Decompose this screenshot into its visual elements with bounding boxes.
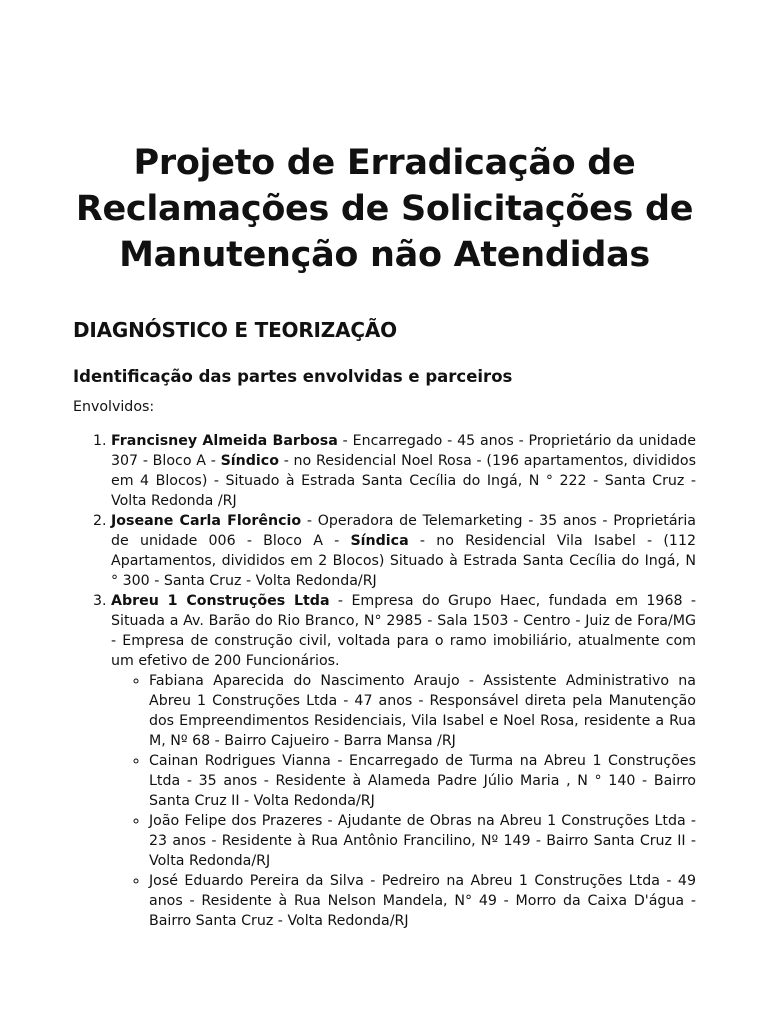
parties-list xyxy=(73,431,696,931)
party-role: Síndico xyxy=(220,453,279,469)
party-details: - Operadora de Telemarketing - 35 anos - Proprietária de unidade 006 - Bloco A - xyxy=(111,513,696,549)
party-details: - Encarregado - 45 anos - Proprietário da unidade 307 - Bloco A - xyxy=(111,433,696,469)
party-role: Síndica xyxy=(350,533,409,549)
intro-text: Envolvidos: xyxy=(73,399,155,415)
party-name: Joseane Carla Florêncio xyxy=(111,513,302,529)
party-details: - Empresa do Grupo Haec, fundada em 1968 - Situada a Av. Barão do Rio Branco, N° 2985 - Sala 1503 - Centro - Juiz de Fora/MG - Empresa de construção civil, voltada para o ramo imobiliário, atualmente com um efetivo de 200 Funcionários. xyxy=(111,593,697,669)
sub-list-item: ◦ José Eduardo Pereira da Silva - Pedreiro na Abreu 1 Construções Ltda - 49 anos - Residente à Rua Nelson Mandela, N° 49 - Morro da Caixa D'água - Bairro Santa Cruz - Volta Redonda/RJ xyxy=(149,871,696,931)
party-details: - no Residencial Noel Rosa - (196 apartamentos, divididos em 4 Blocos) - Situado à Estrada Santa Cecília do Ingá, N ° 222 - Santa Cruz - Volta Redonda /RJ xyxy=(111,453,696,509)
employee-list xyxy=(111,671,696,931)
subsection-heading: Identificação das partes envolvidas e parceiros xyxy=(73,367,513,386)
list-item xyxy=(111,431,696,511)
party-name: Francisney Almeida Barbosa xyxy=(111,433,338,449)
title-line: Projeto de Erradicação de xyxy=(133,143,636,183)
sub-list-item: ◦ João Felipe dos Prazeres - Ajudante de Obras na Abreu 1 Construções Ltda - 23 anos - Residente à Rua Antônio Francilino, Nº 149 - Bairro Santa Cruz II - Volta Redonda/RJ xyxy=(149,811,696,871)
title-line: Reclamações de Solicitações de xyxy=(75,189,694,229)
party-details: - no Residencial Vila Isabel - (112 Apartamentos, divididos em 2 Blocos) Situado à Estrada Santa Cecília do Ingá, N ° 300 - Santa Cruz - Volta Redonda/RJ xyxy=(111,533,696,589)
section-heading: DIAGNÓSTICO E TEORIZAÇÃO xyxy=(73,318,397,342)
title-line: Manutenção não Atendidas xyxy=(119,235,650,275)
party-name: Abreu 1 Construções Ltda xyxy=(111,593,330,609)
list-item xyxy=(111,591,696,931)
sub-list-item: ◦ Cainan Rodrigues Vianna - Encarregado de Turma na Abreu 1 Construções Ltda - 35 anos - Residente à Alameda Padre Júlio Maria , N ° 140 - Bairro Santa Cruz II - Volta Redonda/RJ xyxy=(149,751,696,811)
list-item xyxy=(111,511,696,591)
sub-list-item: ◦ Fabiana Aparecida do Nascimento Araujo - Assistente Administrativo na Abreu 1 Construções Ltda - 47 anos - Responsável direta pela Manutenção dos Empreendimentos Residenciais, Vila Isabel e Noel Rosa, residente a Rua M, Nº 68 - Bairro Cajueiro - Barra Mansa /RJ xyxy=(149,671,696,751)
document-title xyxy=(73,0,696,278)
